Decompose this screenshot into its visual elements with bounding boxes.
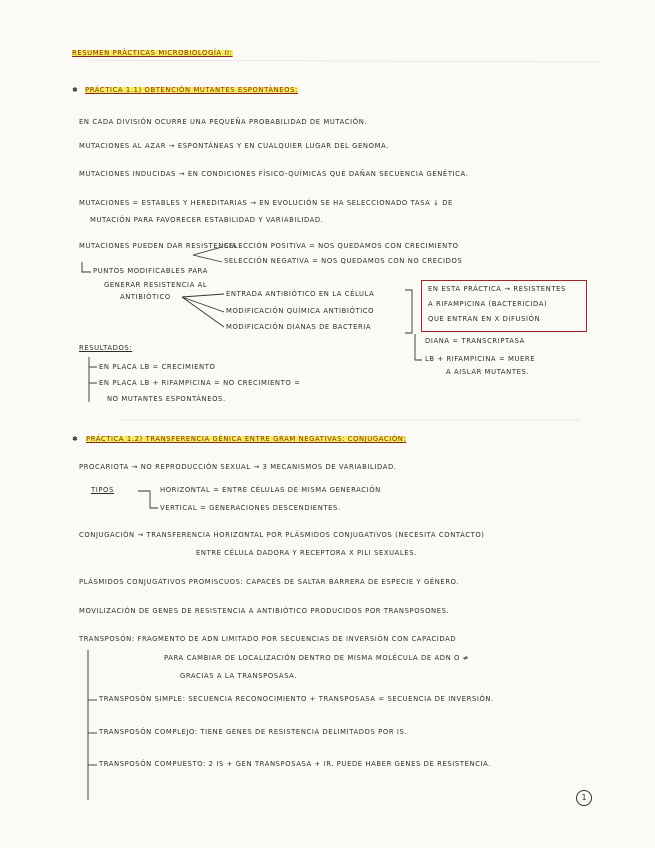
note-line: MOVILIZACIÓN DE GENES DE RESISTENCIA A ANTIBIÓTICO PRODUCIDOS POR TRANSPOSONES. xyxy=(79,607,450,615)
note-line: ANTIBIÓTICO xyxy=(120,293,171,301)
note-line: EN ESTA PRÁCTICA → RESISTENTES xyxy=(428,285,566,293)
note-line: PUNTOS MODIFICABLES PARA xyxy=(93,267,208,275)
note-line: PARA CAMBIAR DE LOCALIZACIÓN DENTRO DE MISMA MOLÉCULA DE ADN O ≠ xyxy=(164,654,470,662)
page-title: RESUMEN PRÁCTICAS MICROBIOLOGÍA II: xyxy=(72,49,233,57)
note-line: DIANA = TRANSCRIPTASA xyxy=(425,337,525,345)
section-heading: PRÁCTICA 1.2) TRANSFERENCIA GÉNICA ENTRE GRAM NEGATIVAS: CONJUGACIÓN: xyxy=(86,435,407,443)
note-line: MUTACIONES INDUCIDAS → EN CONDICIONES FÍSICO-QUÍMICAS QUE DAÑAN SECUENCIA GENÉTICA. xyxy=(79,170,469,178)
note-line: TIPOS xyxy=(91,486,114,494)
note-line: LB + RIFAMPICINA = MUERE xyxy=(425,355,536,363)
note-line: EN CADA DIVISIÓN OCURRE UNA PEQUEÑA PROBABILIDAD DE MUTACIÓN. xyxy=(79,118,368,126)
bullet-icon: ✱ xyxy=(72,435,79,443)
note-line: TRANSPOSÓN COMPLEJO: TIENE GENES DE RESISTENCIA DELIMITADOS POR IS. xyxy=(99,728,408,736)
note-line: PROCARIOTA → NO REPRODUCCIÓN SEXUAL → 3 MECANISMOS DE VARIABILIDAD. xyxy=(79,463,397,471)
note-line: MUTACIONES PUEDEN DAR RESISTENCIA xyxy=(79,242,238,250)
note-line: HORIZONTAL = ENTRE CÉLULAS DE MISMA GENERACIÓN xyxy=(160,486,381,494)
note-line: GRACIAS A LA TRANSPOSASA. xyxy=(180,672,297,680)
section-heading: PRÁCTICA 1.1) OBTENCIÓN MUTANTES ESPONTÁNEOS: xyxy=(85,86,298,94)
note-line: TRANSPOSÓN SIMPLE: SECUENCIA RECONOCIMIENTO + TRANSPOSASA = SECUENCIA DE INVERSIÓN. xyxy=(99,695,494,703)
note-line: TRANSPOSÓN COMPUESTO: 2 IS + GEN TRANSPOSASA + IR. PUEDE HABER GENES DE RESISTENCIA. xyxy=(99,760,491,768)
note-line: EN PLACA LB + RIFAMPICINA = NO CRECIMIENTO = xyxy=(99,379,301,387)
note-line: NO MUTANTES ESPONTÁNEOS. xyxy=(107,395,226,403)
note-line: A AISLAR MUTANTES. xyxy=(446,368,530,376)
note-line: QUE ENTRAN EN X DIFUSIÓN xyxy=(428,315,541,323)
note-line: MUTACIÓN PARA FAVORECER ESTABILIDAD Y VARIABILIDAD. xyxy=(90,216,324,224)
bullet-icon: ✱ xyxy=(72,86,79,94)
note-line: ENTRE CÉLULA DADORA Y RECEPTORA X PILI SEXUALES. xyxy=(196,549,417,557)
note-line: CONJUGACIÓN → TRANSFERENCIA HORIZONTAL POR PLÁSMIDOS CONJUGATIVOS (NECESITA CONTACTO) xyxy=(79,531,485,539)
note-line: SELECCIÓN POSITIVA = NOS QUEDAMOS CON CRECIMIENTO xyxy=(224,242,459,250)
page-number: 1 xyxy=(576,790,592,806)
note-line: TRANSPOSÓN: FRAGMENTO DE ADN LIMITADO POR SECUENCIAS DE INVERSIÓN CON CAPACIDAD xyxy=(79,635,457,643)
note-line: EN PLACA LB = CRECIMIENTO xyxy=(99,363,216,371)
note-line: MUTACIONES AL AZAR → ESPONTÁNEAS Y EN CUALQUIER LUGAR DEL GENOMA. xyxy=(79,142,389,150)
note-line: A RIFAMPICINA (BACTERICIDA) xyxy=(428,300,548,308)
note-line: PLÁSMIDOS CONJUGATIVOS PROMISCUOS: CAPACES DE SALTAR BARRERA DE ESPECIE Y GÉNERO. xyxy=(79,578,460,586)
note-line: MODIFICACIÓN QUÍMICA ANTIBIÓTICO xyxy=(226,307,375,315)
note-line: ENTRADA ANTIBIÓTICO EN LA CÉLULA xyxy=(226,290,375,298)
note-line: MODIFICACIÓN DIANAS DE BACTERIA xyxy=(226,323,372,331)
note-line: MUTACIONES = ESTABLES Y HEREDITARIAS → EN EVOLUCIÓN SE HA SELECCIONADO TASA ↓ DE xyxy=(79,199,453,207)
note-line: VERTICAL = GENERACIONES DESCENDIENTES. xyxy=(160,504,341,512)
note-line: GENERAR RESISTENCIA AL xyxy=(104,281,208,289)
subheading: RESULTADOS: xyxy=(79,344,133,352)
note-line: SELECCIÓN NEGATIVA = NOS QUEDAMOS CON NO CRECIDOS xyxy=(224,257,463,265)
